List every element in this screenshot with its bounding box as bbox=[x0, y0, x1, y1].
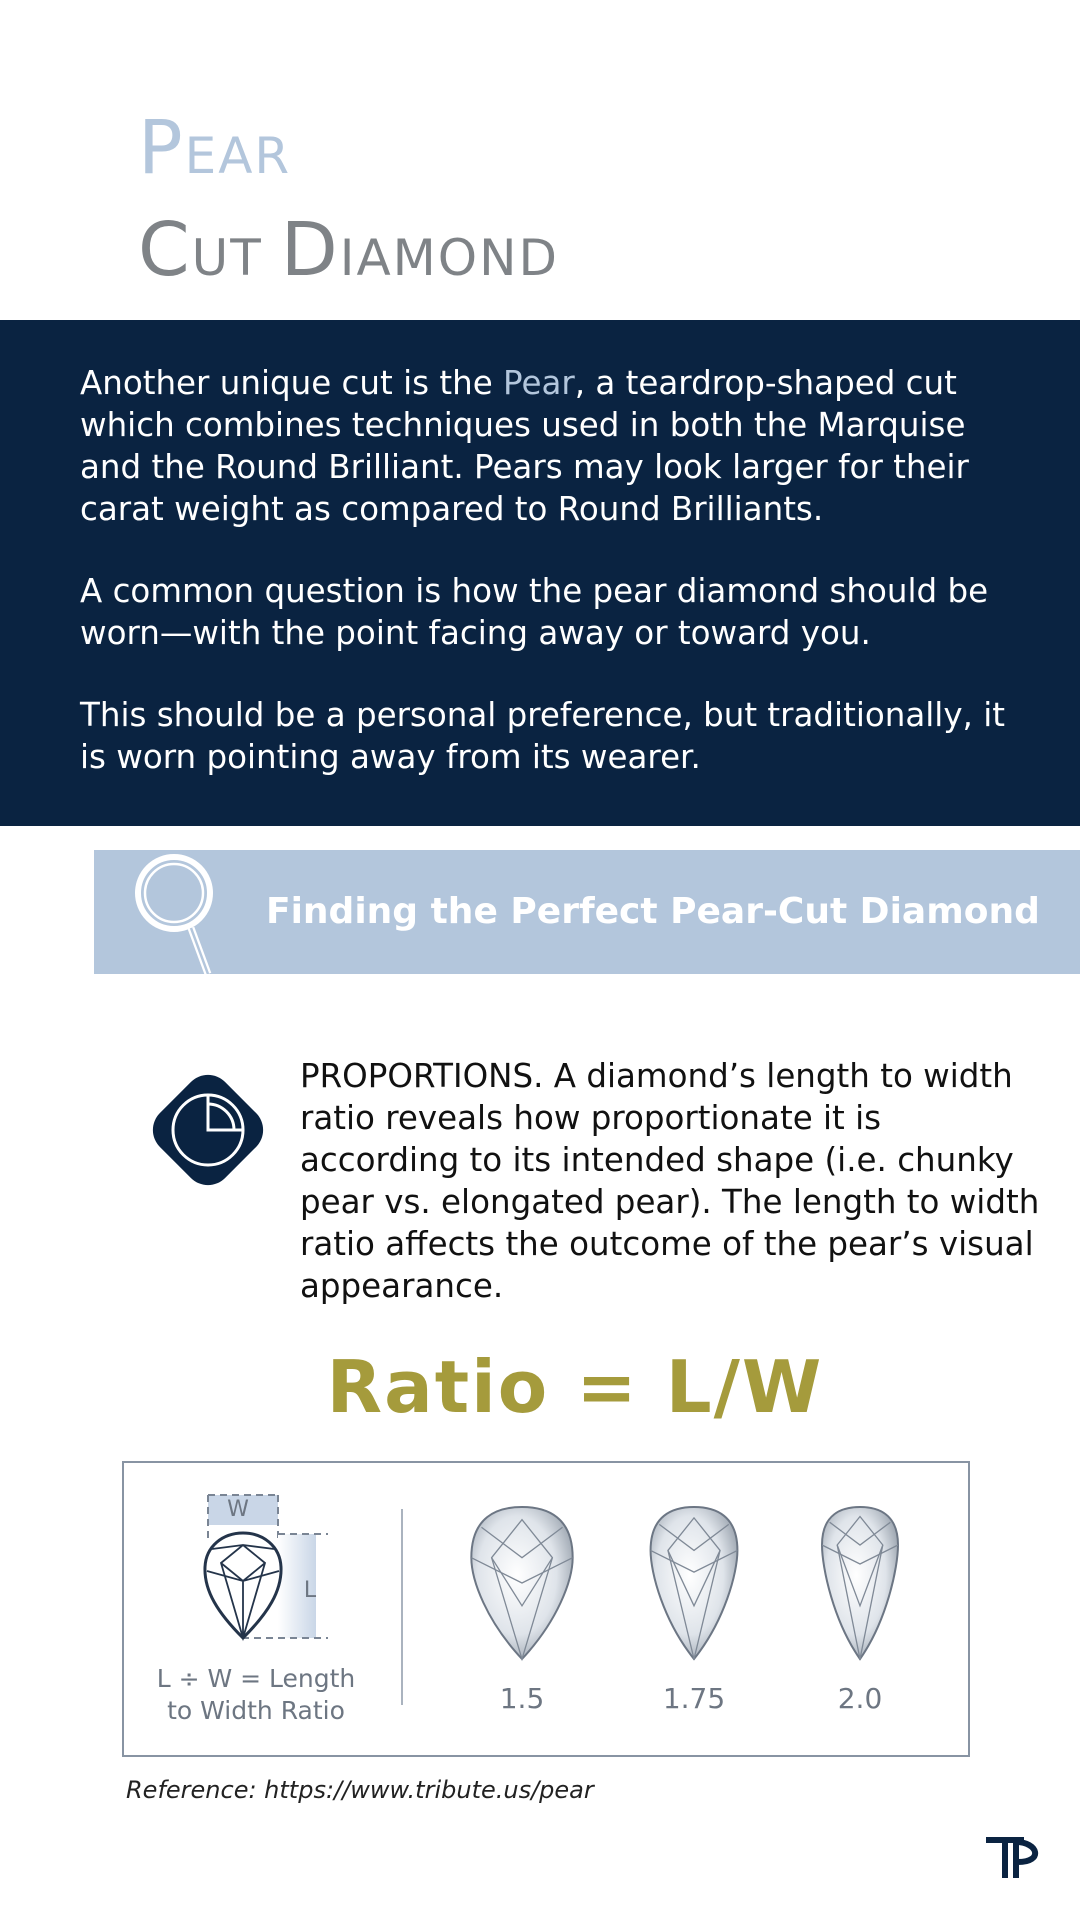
title-rest-iamond: IAMOND bbox=[339, 229, 560, 287]
intro-panel bbox=[0, 320, 1080, 826]
pie-chart-icon bbox=[138, 1060, 278, 1200]
ratio-caption-line-2: to Width Ratio bbox=[167, 1696, 345, 1725]
sample-label-1: 1.5 bbox=[499, 1682, 545, 1715]
proportions-text bbox=[300, 1055, 1045, 1307]
intro-text-end: , a teardrop-shaped cut which combines techniques used in both the Marquise and the Round Brilliant. Pears may look larger for their carat weight as compared to Round Brilliants. bbox=[80, 364, 969, 528]
pear-sample-2 bbox=[651, 1507, 738, 1659]
title-initial-p: P bbox=[138, 105, 185, 191]
width-label: W bbox=[227, 1497, 249, 1522]
title-line-1 bbox=[138, 104, 559, 206]
proportions-body: A diamond’s length to width ratio reveals how proportionate it is according to its intended shape (i.e. chunky pear vs. elongated pear). The length to width ratio affects the outcome of the pear’s visual appearance. bbox=[300, 1057, 1040, 1305]
ratio-caption-line-1: L ÷ W = Length bbox=[156, 1664, 356, 1693]
title-initial-c: C bbox=[138, 207, 192, 293]
intro-paragraph-2: A common question is how the pear diamond should be worn—with the point facing away or toward you. bbox=[80, 572, 989, 652]
sample-label-3: 2.0 bbox=[837, 1682, 883, 1715]
pear-samples bbox=[471, 1507, 898, 1659]
brand-logo bbox=[984, 1834, 1050, 1882]
title-rest-ear: EAR bbox=[184, 127, 292, 185]
ratio-diagram bbox=[122, 1461, 970, 1757]
pear-outline-diagram bbox=[205, 1495, 328, 1638]
ratio-formula: Ratio = L/W bbox=[326, 1345, 824, 1429]
pear-sample-1 bbox=[471, 1507, 572, 1659]
intro-paragraph-3: This should be a personal preference, but traditionally, it is worn pointing away from its wearer. bbox=[80, 696, 1005, 776]
sample-label-2: 1.75 bbox=[662, 1682, 726, 1715]
section-banner bbox=[94, 850, 1080, 974]
magnifying-glass-icon bbox=[134, 850, 244, 974]
title-line-2 bbox=[138, 206, 559, 308]
pear-sample-3 bbox=[822, 1507, 898, 1659]
length-label: L bbox=[303, 1578, 317, 1603]
proportions-heading: PROPORTIONS. bbox=[300, 1057, 544, 1095]
intro-paragraph-1 bbox=[80, 362, 1020, 530]
page-title bbox=[138, 104, 559, 308]
banner-title: Finding the Perfect Pear-Cut Diamond bbox=[266, 891, 1040, 932]
intro-highlight-pear: Pear bbox=[503, 364, 575, 402]
intro-text-start: Another unique cut is the bbox=[80, 364, 504, 402]
title-initial-d: D bbox=[280, 207, 340, 293]
reference-citation: Reference: https://www.tribute.us/pear bbox=[126, 1776, 594, 1804]
ratio-caption bbox=[136, 1663, 376, 1727]
title-rest-ut: UT bbox=[191, 229, 281, 287]
